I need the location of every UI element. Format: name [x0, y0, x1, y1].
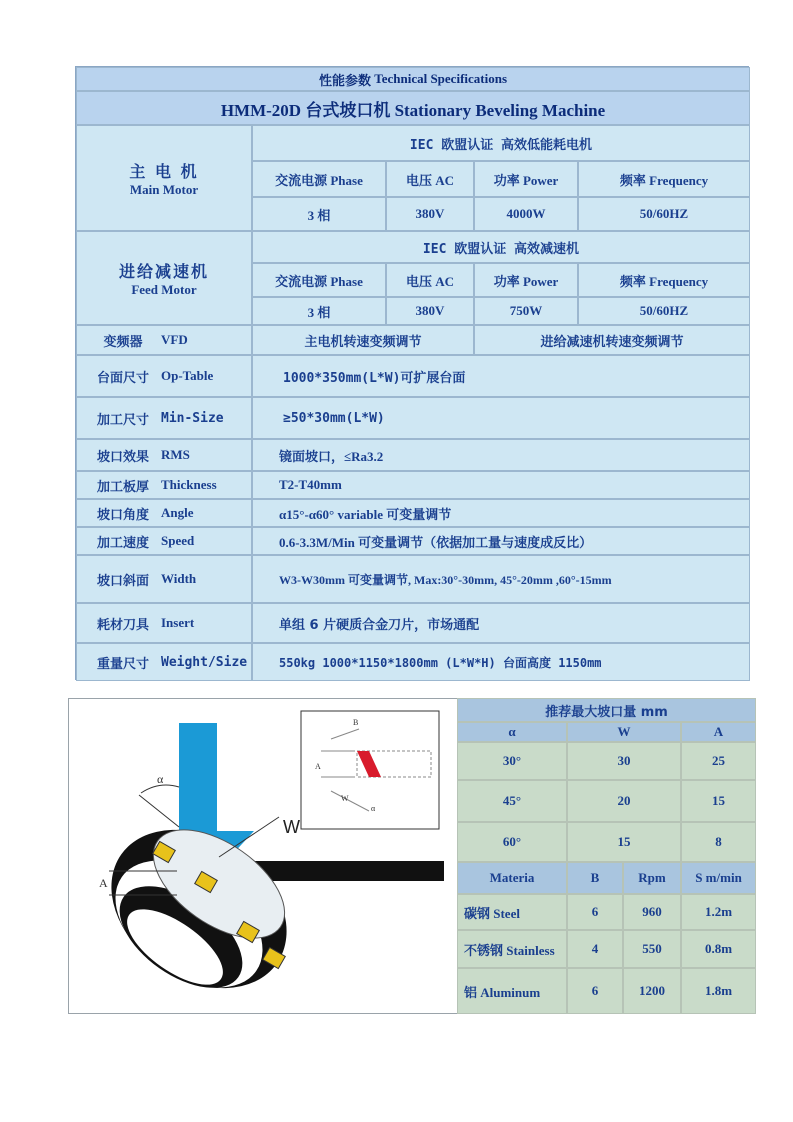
material-col-header: [457, 862, 567, 894]
row-value-text: W3-W30mm 可变量调节, Max:30°-30mm, 45°-20mm ,60°-15mm: [279, 572, 612, 587]
feed-phase-text: 3 相: [307, 304, 331, 320]
cell-text: 碳钢 Steel: [464, 905, 520, 921]
row-value-text: 550kg 1000*1150*1800mm (L*W*H) 台面高度 1150mm: [279, 655, 602, 670]
cell-text: 25: [712, 753, 725, 768]
table-cell: [457, 780, 567, 822]
row-value: [252, 397, 750, 439]
feed-voltage-text: 380V: [415, 303, 445, 318]
cell-text: 1.2m: [704, 904, 733, 919]
row-value: [252, 325, 474, 355]
row-value-text: 1000*350mm(L*W)可扩展台面: [283, 370, 466, 386]
inset-alpha-label: α: [371, 804, 376, 813]
row-value: [252, 555, 750, 603]
table-cell: [457, 822, 567, 862]
row-label-en: Width: [161, 571, 197, 586]
table-cell: [681, 930, 756, 968]
row-label: [76, 603, 252, 643]
cell-text: 45°: [502, 793, 522, 808]
inset-diagram: [301, 711, 439, 829]
table-cell: [681, 968, 756, 1014]
row-label-en: Min-Size: [161, 410, 224, 426]
feed-freq-value: [578, 297, 750, 325]
feed-col-voltage: [386, 263, 474, 297]
row-value: [252, 355, 750, 397]
feed-power-value: [474, 297, 578, 325]
table-cell: [681, 780, 756, 822]
cell-text: 6: [591, 983, 599, 998]
alpha-dim-line: [139, 795, 179, 827]
cell-text: 60°: [502, 834, 522, 849]
main-col-voltage-text: 电压 AC: [405, 172, 455, 188]
mat-h-rpm: Rpm: [638, 870, 666, 885]
table-cell: [681, 742, 756, 780]
main-freq-value: [578, 197, 750, 231]
cell-text: 30°: [502, 753, 522, 768]
feed-col-power: [474, 263, 578, 297]
row-value: [252, 471, 750, 499]
row-label-cn: 耗材刀具: [96, 617, 149, 633]
mat-h-b: B: [590, 870, 600, 885]
row-label: [76, 325, 252, 355]
table-cell: [567, 822, 681, 862]
feed-voltage-value: [386, 297, 474, 325]
cell-text: 4: [591, 941, 599, 956]
main-col-voltage: [386, 161, 474, 197]
table-cell: [623, 968, 681, 1014]
row-label-en: Weight/Size: [161, 654, 248, 670]
feed-motor-label: [76, 231, 252, 325]
row-value-text: α15°-α60° variable 可变量调节: [279, 506, 452, 522]
row-label-cn: 变频器: [103, 334, 143, 350]
row-value-text: 镜面坡口，≤Ra3.2: [279, 448, 384, 464]
bevel-h-w: W: [617, 724, 631, 739]
table-cell: [623, 894, 681, 930]
row-label: [76, 439, 252, 471]
cell-text: 8: [715, 834, 722, 849]
feed-col-phase-text: 交流电源 Phase: [275, 273, 363, 289]
spec-header: [76, 67, 750, 91]
row-label-cn: 坡口斜面: [96, 573, 149, 589]
row-value-text: 0.6-3.3M/Min 可变量调节（依据加工量与速度成反比）: [279, 534, 593, 550]
feed-freq-text: 50/60HZ: [639, 303, 689, 318]
main-motor-en: Main Motor: [129, 181, 199, 197]
bevel-col-header: [681, 722, 756, 742]
cell-text: 20: [617, 793, 631, 808]
row-label-cn: 加工速度: [96, 535, 149, 551]
row-value: [252, 499, 750, 527]
table-cell: [623, 930, 681, 968]
cell-text: 1.8m: [704, 983, 733, 998]
table-cell: [457, 930, 567, 968]
main-motor-cert: [252, 125, 750, 161]
feed-col-power-text: 功率 Power: [493, 273, 559, 289]
cell-text: 30: [617, 753, 631, 768]
cell-text: 15: [712, 793, 725, 808]
row-label: [76, 527, 252, 555]
main-col-freq-text: 频率 Frequency: [619, 172, 709, 188]
bevel-illustration: [69, 699, 457, 1013]
row-label: [76, 499, 252, 527]
w-label: W: [283, 817, 300, 837]
row-label: [76, 555, 252, 603]
row-label-cn: 台面尺寸: [96, 370, 149, 386]
spec-table: [75, 66, 749, 680]
row-label-en: Speed: [161, 533, 195, 548]
feed-phase-value: [252, 297, 386, 325]
row-label-en: VFD: [161, 332, 188, 347]
main-voltage-value: [386, 197, 474, 231]
cell-text: 不锈钢 Stainless: [464, 942, 555, 958]
row-label-cn: 重量尺寸: [96, 656, 149, 672]
row-label: [76, 471, 252, 499]
cell-text: 15: [617, 834, 631, 849]
main-motor-label: [76, 125, 252, 231]
feed-motor-cert: [252, 231, 750, 263]
mat-h-speed: S m/min: [695, 870, 742, 885]
row-label-cn: 坡口角度: [96, 507, 149, 523]
header-en: Technical Specifications: [374, 71, 508, 86]
main-motor-cn: 主 电 机: [129, 161, 199, 181]
model-title: [76, 91, 750, 125]
row-label-en: Insert: [161, 615, 195, 630]
material-col-header: [567, 862, 623, 894]
main-col-phase-text: 交流电源 Phase: [275, 172, 363, 188]
feed-col-freq: [578, 263, 750, 297]
row-value: [474, 325, 750, 355]
table-cell: [457, 968, 567, 1014]
table-cell: [567, 930, 623, 968]
row-value-text: 单组 6 片硬质合金刀片，市场通配: [279, 617, 480, 633]
bevel-h-alpha: α: [508, 724, 516, 739]
bevel-title-text: 推荐最大坡口量 mm: [545, 704, 668, 720]
main-col-freq: [578, 161, 750, 197]
main-col-phase: [252, 161, 386, 197]
main-voltage-text: 380V: [415, 206, 445, 221]
row-label-cn: 加工尺寸: [96, 412, 149, 428]
main-power-value: [474, 197, 578, 231]
feed-motor-en: Feed Motor: [131, 281, 197, 297]
feed-col-freq-text: 频率 Frequency: [619, 273, 709, 289]
cell-text: 6: [591, 904, 599, 919]
row-value: [252, 643, 750, 681]
feed-motor-cert-text: IEC 欧盟认证 高效减速机: [422, 241, 580, 257]
material-col-header: [623, 862, 681, 894]
vfd-main-text: 主电机转速变频调节: [304, 334, 422, 350]
row-value: [252, 527, 750, 555]
alpha-label: α: [157, 772, 164, 786]
feed-power-text: 750W: [509, 303, 543, 318]
main-col-power: [474, 161, 578, 197]
row-label-cn: 加工板厚: [96, 479, 149, 495]
main-phase-value: [252, 197, 386, 231]
main-power-text: 4000W: [506, 206, 546, 221]
row-value: [252, 439, 750, 471]
mat-h-materia: Materia: [489, 870, 535, 885]
row-label: [76, 643, 252, 681]
bevel-col-header: [457, 722, 567, 742]
model-title-text: HMM-20D 台式坡口机 Stationary Beveling Machine: [220, 100, 606, 120]
table-cell: [567, 894, 623, 930]
alpha-arc: [141, 785, 179, 793]
cell-text: 0.8m: [704, 941, 733, 956]
inset-w-label: W: [341, 794, 349, 803]
table-cell: [457, 742, 567, 780]
row-label: [76, 355, 252, 397]
main-motor-cert-text: IEC 欧盟认证 高效低能耗电机: [409, 137, 593, 153]
table-cell: [681, 894, 756, 930]
table-cell: [457, 894, 567, 930]
bevel-col-header: [567, 722, 681, 742]
row-label-en: Angle: [161, 505, 194, 520]
vfd-feed-text: 进给减速机转速变频调节: [540, 334, 684, 350]
cell-text: 铝 Aluminum: [464, 984, 541, 1000]
a-label: A: [99, 876, 108, 890]
main-col-power-text: 功率 Power: [493, 172, 559, 188]
cell-text: 960: [642, 904, 662, 919]
row-value-text: ≥50*30mm(L*W): [283, 410, 385, 426]
feed-col-phase: [252, 263, 386, 297]
table-cell: [681, 822, 756, 862]
bevel-h-a: A: [713, 724, 724, 739]
table-cell: [567, 780, 681, 822]
material-col-header: [681, 862, 756, 894]
inset-b-label: B: [353, 718, 359, 727]
row-value: [252, 603, 750, 643]
row-value-text: T2-T40mm: [279, 477, 342, 492]
row-label-cn: 坡口效果: [96, 449, 149, 465]
table-cell: [567, 968, 623, 1014]
table-cell: [567, 742, 681, 780]
row-label: [76, 397, 252, 439]
main-phase-text: 3 相: [307, 207, 331, 223]
header-cn: 性能参数: [318, 73, 371, 89]
main-freq-text: 50/60HZ: [639, 206, 689, 221]
cell-text: 1200: [639, 983, 665, 998]
inset-a-label: A: [315, 762, 321, 771]
row-label-en: Thickness: [161, 477, 217, 492]
cell-text: 550: [642, 941, 662, 956]
bevel-table-title: [457, 698, 756, 722]
row-label-en: Op-Table: [161, 368, 214, 383]
feed-motor-cn: 进给减速机: [118, 261, 209, 281]
row-label-en: RMS: [161, 447, 190, 462]
feed-col-voltage-text: 电压 AC: [405, 273, 455, 289]
recommendation-tables: [457, 698, 756, 1014]
